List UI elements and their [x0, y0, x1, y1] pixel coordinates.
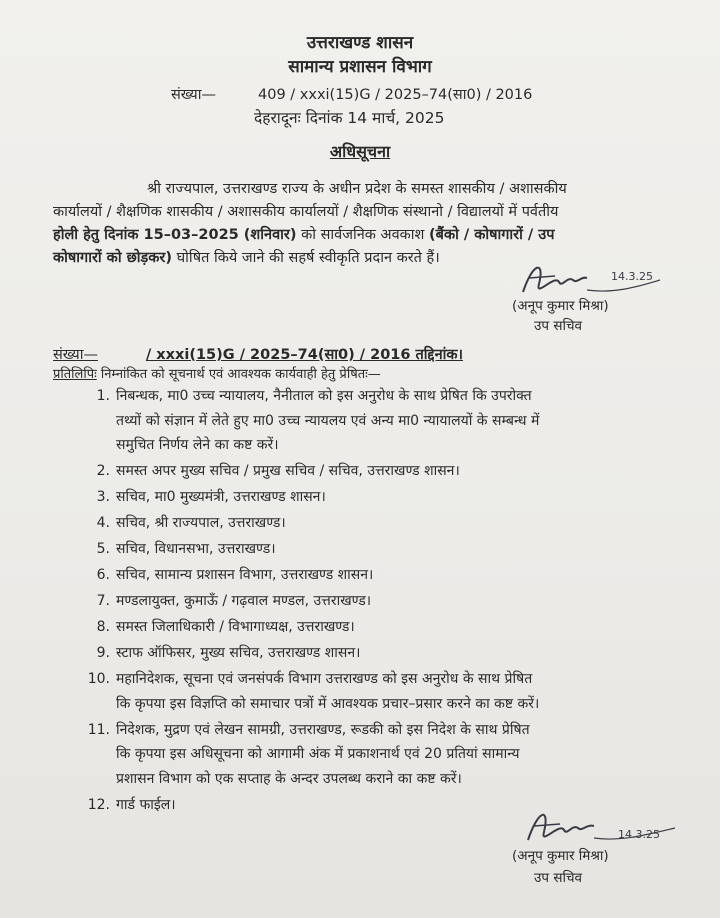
body-line-4	[53, 247, 440, 267]
signature-1	[515, 254, 665, 302]
recipient-item	[84, 487, 326, 506]
recipient-item	[84, 539, 276, 558]
copy-prefix-text: निम्नांकित को सूचनार्थ एवं आवश्यक कार्यवाही हेतु प्रेषितः—	[96, 367, 381, 382]
document-title: अधिसूचना	[329, 142, 391, 161]
copy-prefix-label: प्रतिलिपिः	[53, 367, 97, 382]
copy-number-value: / xxxi(15)G / 2025–74(सा0) / 2016 तद्दिनांक।	[145, 347, 464, 363]
body-line-1: श्री राज्यपाल, उत्तराखण्ड राज्य के अधीन प्रदेश के समस्त शासकीय / अशासकीय	[147, 181, 567, 197]
recipient-text-continued: तथ्यों को संज्ञान में लेते हुए मा0 उच्च न्यायलय एवं अन्य मा0 न्यायालयों के सम्बन्ध में	[116, 412, 540, 429]
signature-2-date: 14.3.25	[618, 828, 660, 841]
number-label: संख्या—	[171, 87, 216, 103]
recipient-item	[84, 720, 530, 739]
recipient-text-continued: कि कृपया इस विज्ञप्ति को समाचार पत्रों में आवश्यक प्रचार–प्रसार करने का कष्ट करें।	[116, 695, 540, 712]
recipient-text: समस्त जिलाधिकारी / विभागाध्यक्ष, उत्तराखण्ड।	[116, 619, 355, 635]
number-value: 409 / xxxi(15)G / 2025–74(सा0) / 2016	[258, 87, 533, 103]
copy-prefix	[53, 364, 381, 382]
recipient-item	[84, 386, 532, 405]
copy-number-label: संख्या—	[53, 347, 98, 363]
recipient-item	[84, 643, 360, 662]
recipient-item	[84, 617, 355, 636]
recipient-number: 11.	[87, 721, 110, 738]
recipient-text: स्टाफ ऑफिसर, मुख्य सचिव, उत्तराखण्ड शासन।	[116, 645, 361, 661]
exception-text-2: कोषागारों को छोड़कर)	[53, 250, 172, 266]
recipient-number: 12.	[87, 796, 110, 813]
department-heading: सामान्य प्रशासन विभाग	[288, 57, 432, 77]
recipient-text-continued: प्रशासन विभाग को एक सप्ताह के अन्दर उपलब्ध कराने का कष्ट करें।	[116, 770, 462, 787]
recipient-text: सचिव, श्री राज्यपाल, उत्तराखण्ड।	[116, 515, 286, 531]
recipient-text: निदेशक, मुद्रण एवं लेखन सामग्री, उत्तराखण्ड, रूडकी को इस निदेश के साथ प्रेषित	[116, 721, 530, 738]
recipient-text: निबन्धक, मा0 उच्च न्यायालय, नैनीताल को इस अनुरोध के साथ प्रेषित कि उपरोक्त	[116, 388, 532, 404]
recipient-text: सचिव, मा0 मुख्यमंत्री, उत्तराखण्ड शासन।	[116, 489, 326, 505]
recipient-number: 10.	[87, 671, 110, 687]
signatory-1-name: (अनूप कुमार मिश्रा)	[512, 298, 609, 314]
recipient-item	[84, 591, 371, 610]
recipient-text: सचिव, विधानसभा, उत्तराखण्ड।	[116, 541, 276, 557]
holiday-text: को सार्वजनिक अवकाश	[296, 227, 430, 243]
recipient-item	[84, 795, 176, 814]
signature-1-date: 14.3.25	[611, 270, 653, 283]
recipient-number: 7.	[96, 593, 110, 609]
exception-text: (बैंको / कोषागारों / उप	[429, 227, 555, 243]
signature-2	[520, 800, 680, 850]
recipient-number: 5.	[96, 541, 110, 557]
recipient-number: 9.	[96, 645, 110, 661]
recipient-number: 3.	[96, 489, 110, 505]
holiday-date-text: होली हेतु दिनांक 15–03–2025 (शनिवार)	[53, 227, 297, 243]
recipient-text: गार्ड फाईल।	[116, 796, 176, 813]
approval-text: घोषित किये जाने की सहर्ष स्वीकृति प्रदान करते हैं।	[172, 250, 440, 266]
govt-heading: उत्तराखण्ड शासन	[306, 33, 414, 53]
copy-number-line	[53, 344, 478, 364]
recipient-number: 6.	[96, 567, 110, 583]
recipient-number: 4.	[96, 515, 110, 531]
recipient-item	[84, 565, 373, 584]
recipient-text: सचिव, सामान्य प्रशासन विभाग, उत्तराखण्ड शासन।	[116, 567, 374, 583]
signatory-2-designation: उप सचिव	[534, 870, 583, 886]
recipient-item	[84, 461, 460, 480]
recipient-number: 1.	[96, 388, 110, 404]
recipient-number: 8.	[96, 619, 110, 635]
recipient-text: समस्त अपर मुख्य सचिव / प्रमुख सचिव / सचिव, उत्तराखण्ड शासन।	[116, 463, 460, 479]
recipient-item	[84, 513, 286, 532]
signatory-1-designation: उप सचिव	[534, 318, 583, 334]
body-line-2: कार्यालयों / शैक्षणिक शासकीय / अशासकीय कार्यालयों / शैक्षणिक संस्थानो / विद्यालयों में पर्वतीय	[53, 204, 559, 220]
recipient-text: महानिदेशक, सूचना एवं जनसंपर्क विभाग उत्तराखण्ड को इस अनुरोध के साथ प्रेषित	[116, 671, 533, 687]
signatory-2-name: (अनूप कुमार मिश्रा)	[512, 848, 609, 864]
body-line-3	[53, 224, 554, 244]
recipient-item	[84, 669, 532, 688]
recipient-number: 2.	[96, 463, 110, 479]
place-date: देहरादूनः दिनांक 14 मार्च, 2025	[254, 109, 445, 127]
recipient-text-continued: कि कृपया इस अधिसूचना को आगामी अंक में प्रकाशनार्थ एवं 20 प्रतियां सामान्य	[116, 746, 520, 762]
recipient-text: मण्डलायुक्त, कुमाऊँ / गढ़वाल मण्डल, उत्तराखण्ड।	[116, 593, 372, 609]
recipient-text-continued: समुचित निर्णय लेने का कष्ट करें।	[116, 437, 279, 453]
